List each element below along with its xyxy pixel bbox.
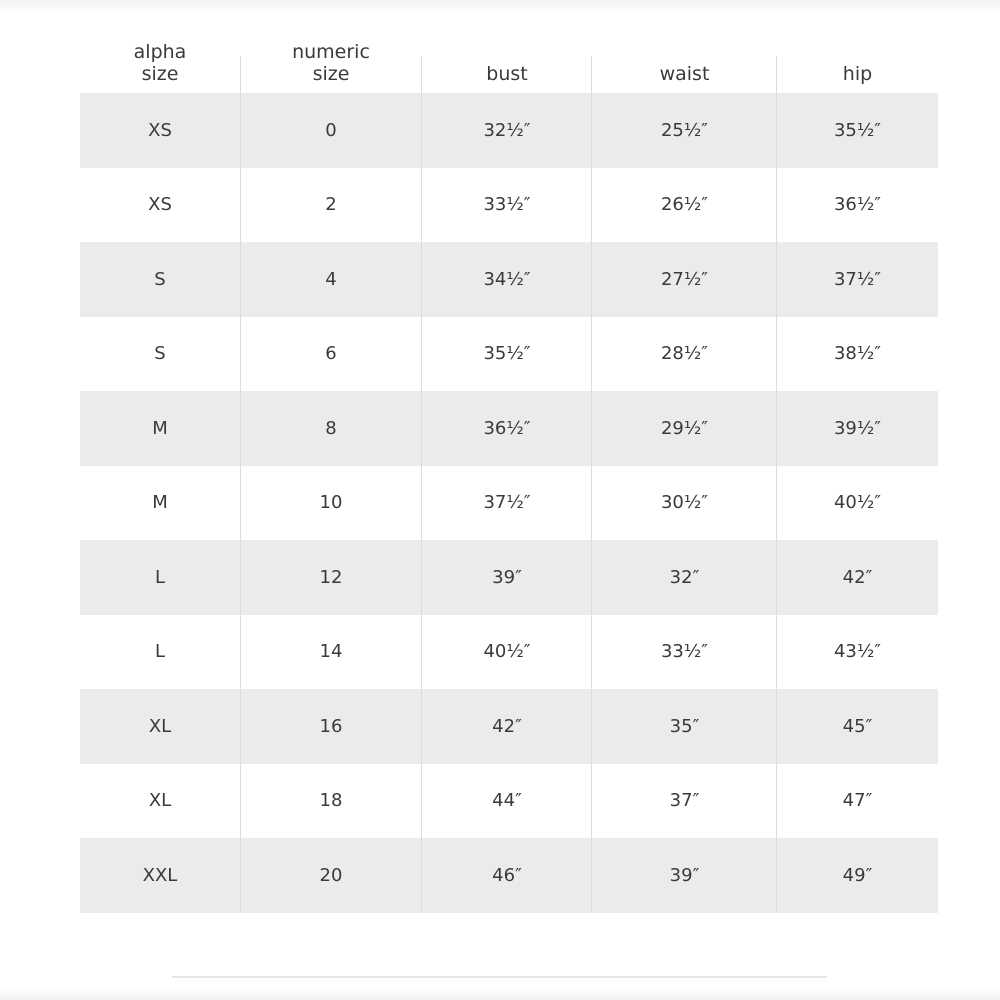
cell-hip: 47″ (842, 790, 873, 812)
cell-alpha: L (154, 641, 166, 663)
column-divider (240, 56, 241, 911)
cell-waist: 29½″ (660, 417, 709, 439)
cell-waist: 33½″ (660, 641, 709, 663)
table-header (80, 36, 938, 93)
table-row (80, 168, 938, 243)
cell-hip: 49″ (842, 864, 873, 886)
cell-bust: 39″ (492, 566, 522, 588)
column-divider (421, 56, 422, 911)
column-divider (591, 56, 592, 911)
cell-hip: 38½″ (833, 343, 882, 365)
header-numeric-line1: numeric (292, 41, 370, 63)
cell-bust: 40½″ (483, 641, 531, 663)
cell-hip: 42″ (842, 566, 873, 588)
cell-waist: 26½″ (660, 194, 709, 216)
cell-alpha: L (154, 566, 166, 588)
header-alpha-line2: size (141, 63, 179, 85)
table-body (80, 93, 938, 913)
cell-bust: 32½″ (483, 119, 531, 141)
cell-numeric: 8 (325, 417, 337, 439)
cell-hip: 36½″ (833, 194, 882, 216)
cell-numeric: 10 (319, 492, 343, 514)
cell-waist: 39″ (669, 864, 700, 886)
table-row (80, 391, 938, 466)
cell-bust: 35½″ (483, 343, 531, 365)
cell-alpha: XL (148, 790, 172, 812)
cell-alpha: M (152, 492, 168, 514)
table-row (80, 838, 938, 913)
header-hip: hip (842, 63, 873, 85)
cell-alpha: XXL (142, 864, 178, 886)
cell-alpha: XL (148, 715, 172, 737)
cell-numeric: 6 (325, 343, 337, 365)
cell-hip: 40½″ (833, 492, 882, 514)
cell-numeric: 2 (325, 194, 337, 216)
column-divider (776, 56, 777, 911)
table-row (80, 317, 938, 392)
cell-bust: 34½″ (483, 268, 531, 290)
cell-bust: 44″ (492, 790, 522, 812)
cell-hip: 35½″ (833, 119, 882, 141)
cell-alpha: XS (148, 194, 172, 216)
size-chart-table (80, 36, 938, 913)
cell-waist: 25½″ (660, 119, 709, 141)
cell-bust: 37½″ (483, 492, 531, 514)
table-row (80, 689, 938, 764)
cell-numeric: 0 (325, 119, 337, 141)
cell-bust: 42″ (492, 715, 522, 737)
footer-divider (172, 976, 827, 978)
cell-waist: 28½″ (660, 343, 709, 365)
cell-hip: 37½″ (833, 268, 882, 290)
header-alpha-size (80, 41, 240, 85)
cell-waist: 27½″ (660, 268, 709, 290)
top-fade (0, 0, 1000, 14)
cell-numeric: 18 (319, 790, 343, 812)
cell-alpha: M (152, 417, 168, 439)
table-row (80, 615, 938, 690)
cell-numeric: 12 (319, 566, 343, 588)
cell-numeric: 14 (319, 641, 343, 663)
cell-bust: 46″ (492, 864, 522, 886)
table-row (80, 540, 938, 615)
cell-waist: 30½″ (660, 492, 709, 514)
cell-bust: 36½″ (483, 417, 531, 439)
header-numeric-size (240, 41, 422, 85)
header-waist: waist (659, 63, 710, 85)
cell-waist: 37″ (669, 790, 700, 812)
cell-hip: 39½″ (833, 417, 882, 439)
cell-bust: 33½″ (483, 194, 531, 216)
cell-numeric: 16 (319, 715, 343, 737)
cell-hip: 43½″ (833, 641, 882, 663)
cell-alpha: XS (148, 119, 172, 141)
table-row (80, 764, 938, 839)
cell-hip: 45″ (842, 715, 873, 737)
cell-numeric: 4 (325, 268, 337, 290)
cell-waist: 32″ (669, 566, 700, 588)
header-alpha-line1: alpha (133, 41, 187, 63)
header-bust: bust (486, 63, 528, 85)
cell-alpha: S (154, 343, 166, 365)
bottom-fade (0, 988, 1000, 1000)
table-row (80, 242, 938, 317)
table-row (80, 466, 938, 541)
cell-alpha: S (154, 268, 166, 290)
cell-waist: 35″ (669, 715, 700, 737)
header-numeric-line2: size (312, 63, 350, 85)
table-row (80, 93, 938, 168)
cell-numeric: 20 (319, 864, 343, 886)
